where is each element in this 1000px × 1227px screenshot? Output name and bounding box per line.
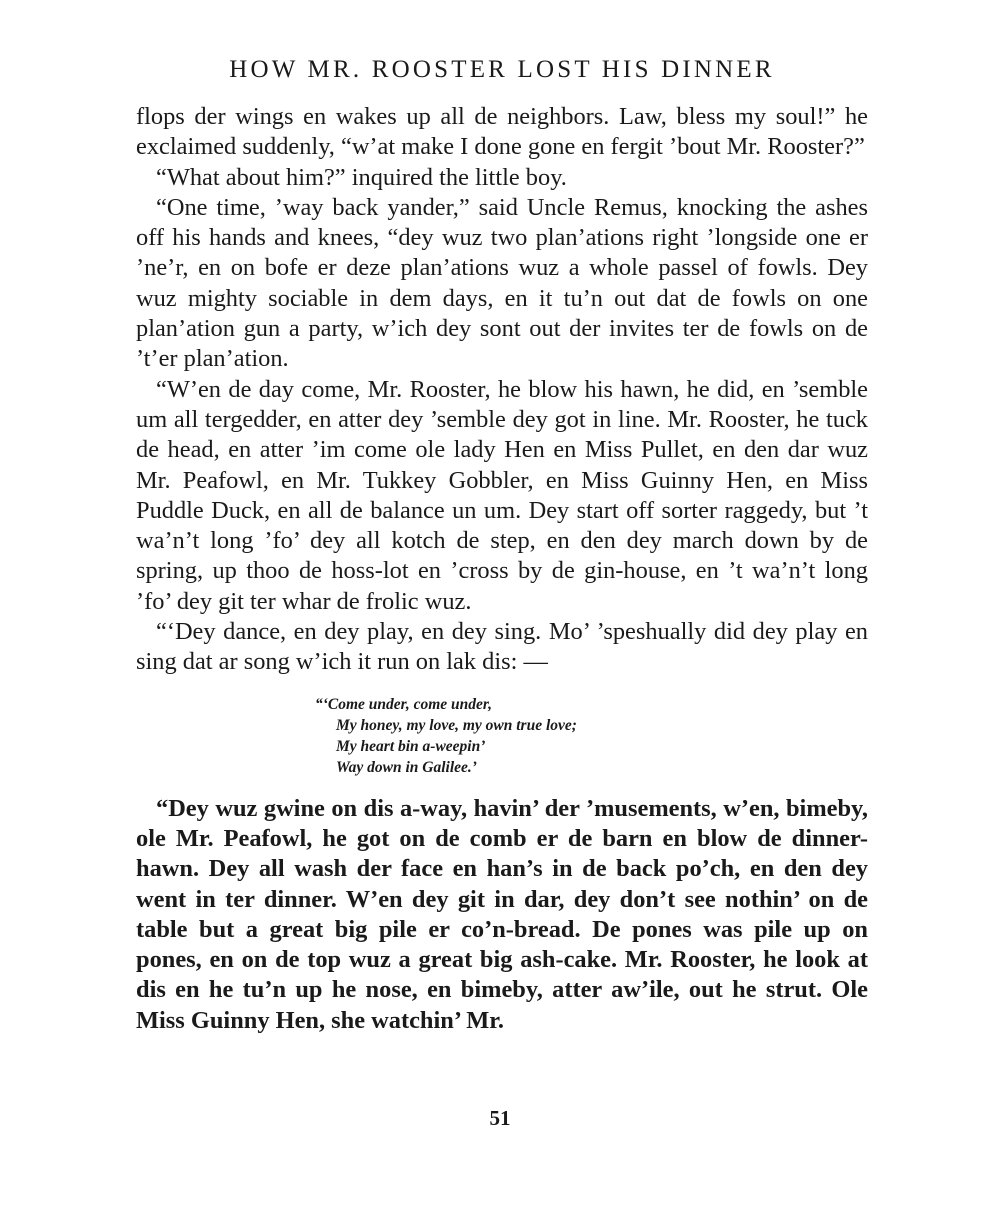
paragraph: “Dey wuz gwine on dis a-way, havin’ der ’musements, w’en, bimeby, ole Mr. Peafowl, he got on de comb er de barn en blow de dinner-hawn. Dey all wash der face en han’s in de back po’ch, en den dey went in ter dinner. W’en dey git in dar, dey don’t see nothin’ on de table but a great big pile er co’n-bread. De pones was pile up on pones, en on de top wuz a great big ash-cake. Mr. Rooster, he look at dis en he tu’n up he nose, en bimeby, atter aw’ile, out he strut. Ole Miss Guinny Hen, she watchin’ Mr. (136, 794, 868, 1034)
verse-line: My heart bin a-weepin’ (336, 737, 486, 755)
page-number: 51 (489, 1106, 511, 1130)
paragraph: “What about him?” inquired the little boy. (156, 163, 567, 191)
paragraph: “‘Dey dance, en dey play, en dey sing. Mo’ ’speshually did dey play en sing dat ar song w’ich it run on lak dis: — (136, 618, 868, 676)
song-verse (315, 694, 868, 778)
paragraph: “W’en de day come, Mr. Rooster, he blow his hawn, he did, en ’semble um all tergedder, en atter dey ’semble dey got in line. Mr. Rooster, he tuck de head, en atter ’im come ole lady Hen en Miss Pullet, en den dar wuz Mr. Peafowl, en Mr. Tukkey Gobbler, en Miss Guinny Hen, en Miss Puddle Duck, en all de balance un um. Dey start off sorter raggedy, but ’t wa’n’t long ’fo’ dey all kotch de step, en den dey march down by de spring, up thoo de hoss-lot en ’cross by de gin-house, en ’t wa’n’t long ’fo’ dey git ter whar de frolic wuz. (136, 375, 868, 615)
running-head: HOW MR. ROOSTER LOST HIS DINNER (229, 56, 775, 83)
paragraph: “One time, ’way back yander,” said Uncle Remus, knocking the ashes off his hands and knees, “dey wuz two plan’ations right ’longside one er ’ne’r, en on bofe er deze plan’ations wuz a whole passel of fowls. Dey wuz mighty sociable in dem days, en it tu’n out dat de fowls on one plan’ation gun a party, w’ich dey sont out der invites ter de fowls on de ’t’er plan’ation. (136, 193, 868, 373)
verse-line: “‘Come under, come under, (315, 695, 492, 713)
paragraph: flops der wings en wakes up all de neighbors. Law, bless my soul!” he exclaimed suddenly, “w’at make I done gone en fergit ’bout Mr. Rooster?” (136, 103, 868, 161)
body-text (136, 102, 868, 1036)
verse-line: My honey, my love, my own true love; (336, 716, 577, 734)
verse-line: Way down in Galilee.’ (336, 758, 477, 776)
